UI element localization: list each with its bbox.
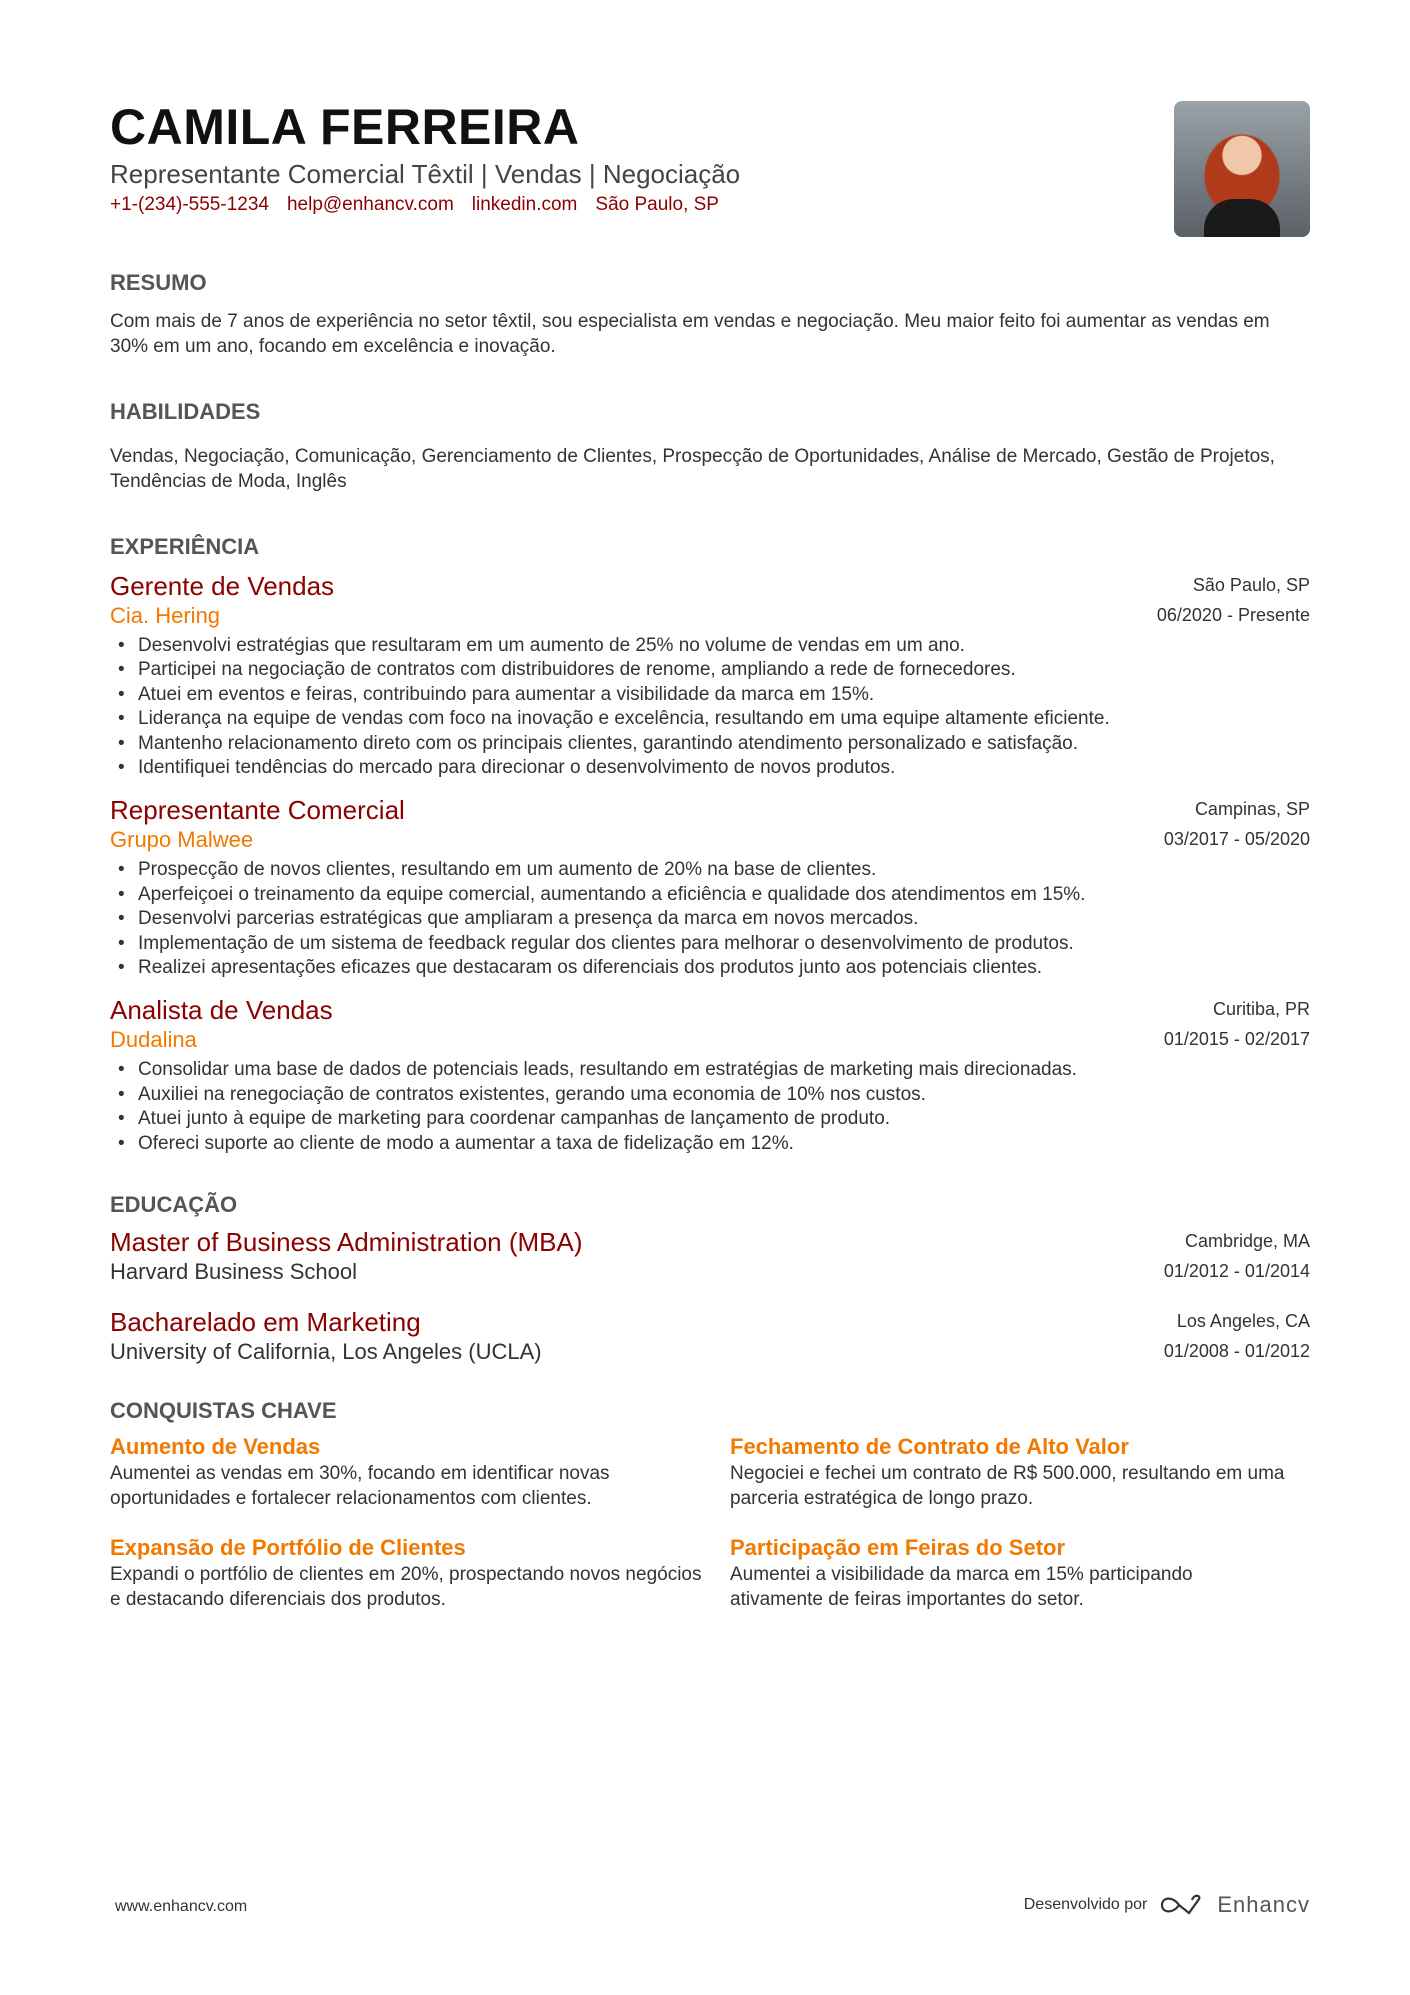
school: Harvard Business School — [110, 1259, 358, 1285]
achievement-text: Aumentei a visibilidade da marca em 15% participando ativamente de feiras importantes do setor. — [730, 1564, 1193, 1610]
job-bullet: • Participei na negociação de contratos com distribuidores de renome, ampliando a rede de fornecedores. — [110, 658, 1310, 682]
education-meta — [1164, 1306, 1310, 1366]
linkedin-link[interactable]: linkedin.com — [471, 194, 578, 215]
degree: Bacharelado em Marketing — [110, 1307, 421, 1338]
skills-heading: HABILIDADES — [110, 399, 261, 424]
job-title: Gerente de Vendas — [110, 571, 335, 601]
company-name: Cia. Hering — [110, 603, 221, 628]
achievement-text: Negociei e fechei um contrato de R$ 500.000, resultando em uma parceria estratégica de longo prazo. — [730, 1463, 1285, 1509]
education-location: Cambridge, MA — [1184, 1231, 1310, 1252]
job-title: Analista de Vendas — [110, 995, 333, 1026]
education-dates: 01/2008 - 01/2012 — [1163, 1341, 1310, 1362]
degree: Master of Business Administration (MBA) — [110, 1227, 583, 1258]
education-location: Los Angeles, CA — [1176, 1311, 1310, 1332]
job-bullet: • Auxiliei na renegociação de contratos existentes, gerando uma economia de 10% nos custos. — [110, 1083, 1310, 1107]
achievement-item — [110, 1533, 730, 1612]
job-meta — [1164, 794, 1310, 854]
achievement-title: Participação em Feiras do Setor — [730, 1535, 1066, 1561]
job-bullet: • Desenvolvi estratégias que resultaram em um aumento de 25% no volume de vendas em um ano. — [110, 634, 1310, 658]
achievement-text: Aumentei as vendas em 30%, focando em identificar novas oportunidades e fortalecer relacionamentos com clientes. — [110, 1463, 610, 1509]
job-title: Representante Comercial — [110, 795, 405, 826]
job-meta — [1157, 570, 1310, 630]
summary-text: Com mais de 7 anos de experiência no setor têxtil, sou especialista em vendas e negociação. Meu maior feito foi aumentar as vendas em 30% em um ano, focando em excelência e inovação. — [110, 311, 1270, 357]
achievement-item — [730, 1533, 1310, 1612]
footer-website[interactable]: www.enhancv.com — [115, 1898, 248, 1915]
job-bullet: • Consolidar uma base de dados de potenciais leads, resultando em estratégias de marketing mais direcionadas. — [110, 1058, 1310, 1082]
achievement-title: Aumento de Vendas — [110, 1434, 321, 1460]
job-dates: 01/2015 - 02/2017 — [1163, 1029, 1310, 1050]
education-dates: 01/2012 - 01/2014 — [1163, 1261, 1310, 1282]
achievement-text: Expandi o portfólio de clientes em 20%, prospectando novos negócios e destacando diferenciais dos produtos. — [110, 1564, 702, 1610]
skills-text: Vendas, Negociação, Comunicação, Gerenciamento de Clientes, Prospecção de Oportunidades, Análise de Mercado, Gestão de Projetos, Tendências de Moda, Inglês — [110, 446, 1275, 492]
candidate-title: Representante Comercial Têxtil | Vendas | Negociação — [110, 159, 741, 189]
job-bullet: • Identifiquei tendências do mercado para direcionar o desenvolvimento de novos produtos. — [110, 756, 1310, 780]
summary-heading: RESUMO — [110, 270, 207, 295]
enhancv-logo-icon — [1159, 1893, 1205, 1917]
achievement-item — [730, 1432, 1310, 1511]
job-entry — [110, 570, 1310, 780]
job-location: Curitiba, PR — [1212, 999, 1310, 1020]
achievement-title: Fechamento de Contrato de Alto Valor — [730, 1434, 1129, 1460]
brand-name: Enhancv — [1217, 1892, 1310, 1917]
school: University of California, Los Angeles (UCLA) — [110, 1339, 542, 1365]
job-bullet: • Atuei junto à equipe de marketing para coordenar campanhas de lançamento de produto. — [110, 1107, 1310, 1131]
job-location: São Paulo, SP — [1192, 575, 1310, 595]
job-entry — [110, 994, 1310, 1156]
achievement-title: Expansão de Portfólio de Clientes — [110, 1535, 466, 1561]
email[interactable]: help@enhancv.com — [286, 194, 454, 215]
job-meta — [1164, 994, 1310, 1054]
job-bullet: • Realizei apresentações eficazes que destacaram os diferenciais dos produtos junto aos potenciais clientes. — [110, 956, 1310, 980]
profile-photo — [1174, 101, 1310, 237]
phone[interactable]: +1-(234)-555-1234 — [110, 194, 269, 215]
company-name: Dudalina — [110, 1027, 197, 1053]
job-dates: 03/2017 - 05/2020 — [1163, 829, 1310, 850]
job-entry — [110, 794, 1310, 980]
job-bullet: • Liderança na equipe de vendas com foco na inovação e excelência, resultando em uma equipe altamente eficiente. — [110, 707, 1310, 731]
job-bullet: • Implementação de um sistema de feedback regular dos clientes para melhorar o desenvolvimento de produtos. — [110, 932, 1310, 956]
job-bullet: • Mantenho relacionamento direto com os principais clientes, garantindo atendimento personalizado e satisfação. — [110, 732, 1310, 756]
job-bullet: • Desenvolvi parcerias estratégicas que ampliaram a presença da marca em novos mercados. — [110, 907, 1310, 931]
experience-heading: EXPERIÊNCIA — [110, 534, 260, 559]
company-name: Grupo Malwee — [110, 827, 254, 853]
job-bullet: • Prospecção de novos clientes, resultando em um aumento de 20% na base de clientes. — [110, 858, 1310, 882]
footer-branding — [1024, 1892, 1310, 1918]
candidate-name: CAMILA FERREIRA — [110, 99, 580, 155]
education-entry — [110, 1306, 1310, 1366]
achievements-heading: CONQUISTAS CHAVE — [110, 1398, 337, 1424]
job-location: Campinas, SP — [1194, 799, 1310, 820]
job-bullet: • Atuei em eventos e feiras, contribuindo para aumentar a visibilidade da marca em 15%. — [110, 683, 1310, 707]
contact-info — [110, 194, 1310, 216]
education-entry — [110, 1226, 1310, 1286]
education-meta — [1164, 1226, 1310, 1286]
resume — [110, 98, 1310, 1612]
powered-by: Desenvolvido por — [1023, 1896, 1148, 1913]
achievement-item — [110, 1432, 730, 1511]
job-bullet: • Ofereci suporte ao cliente de modo a aumentar a taxa de fidelização em 12%. — [110, 1132, 1310, 1156]
job-dates: 06/2020 - Presente — [1156, 605, 1310, 625]
location: São Paulo, SP — [595, 194, 719, 215]
education-heading: EDUCAÇÃO — [110, 1192, 238, 1218]
job-bullet: • Aperfeiçoei o treinamento da equipe comercial, aumentando a eficiência e qualidade dos atendimentos em 15%. — [110, 883, 1310, 907]
